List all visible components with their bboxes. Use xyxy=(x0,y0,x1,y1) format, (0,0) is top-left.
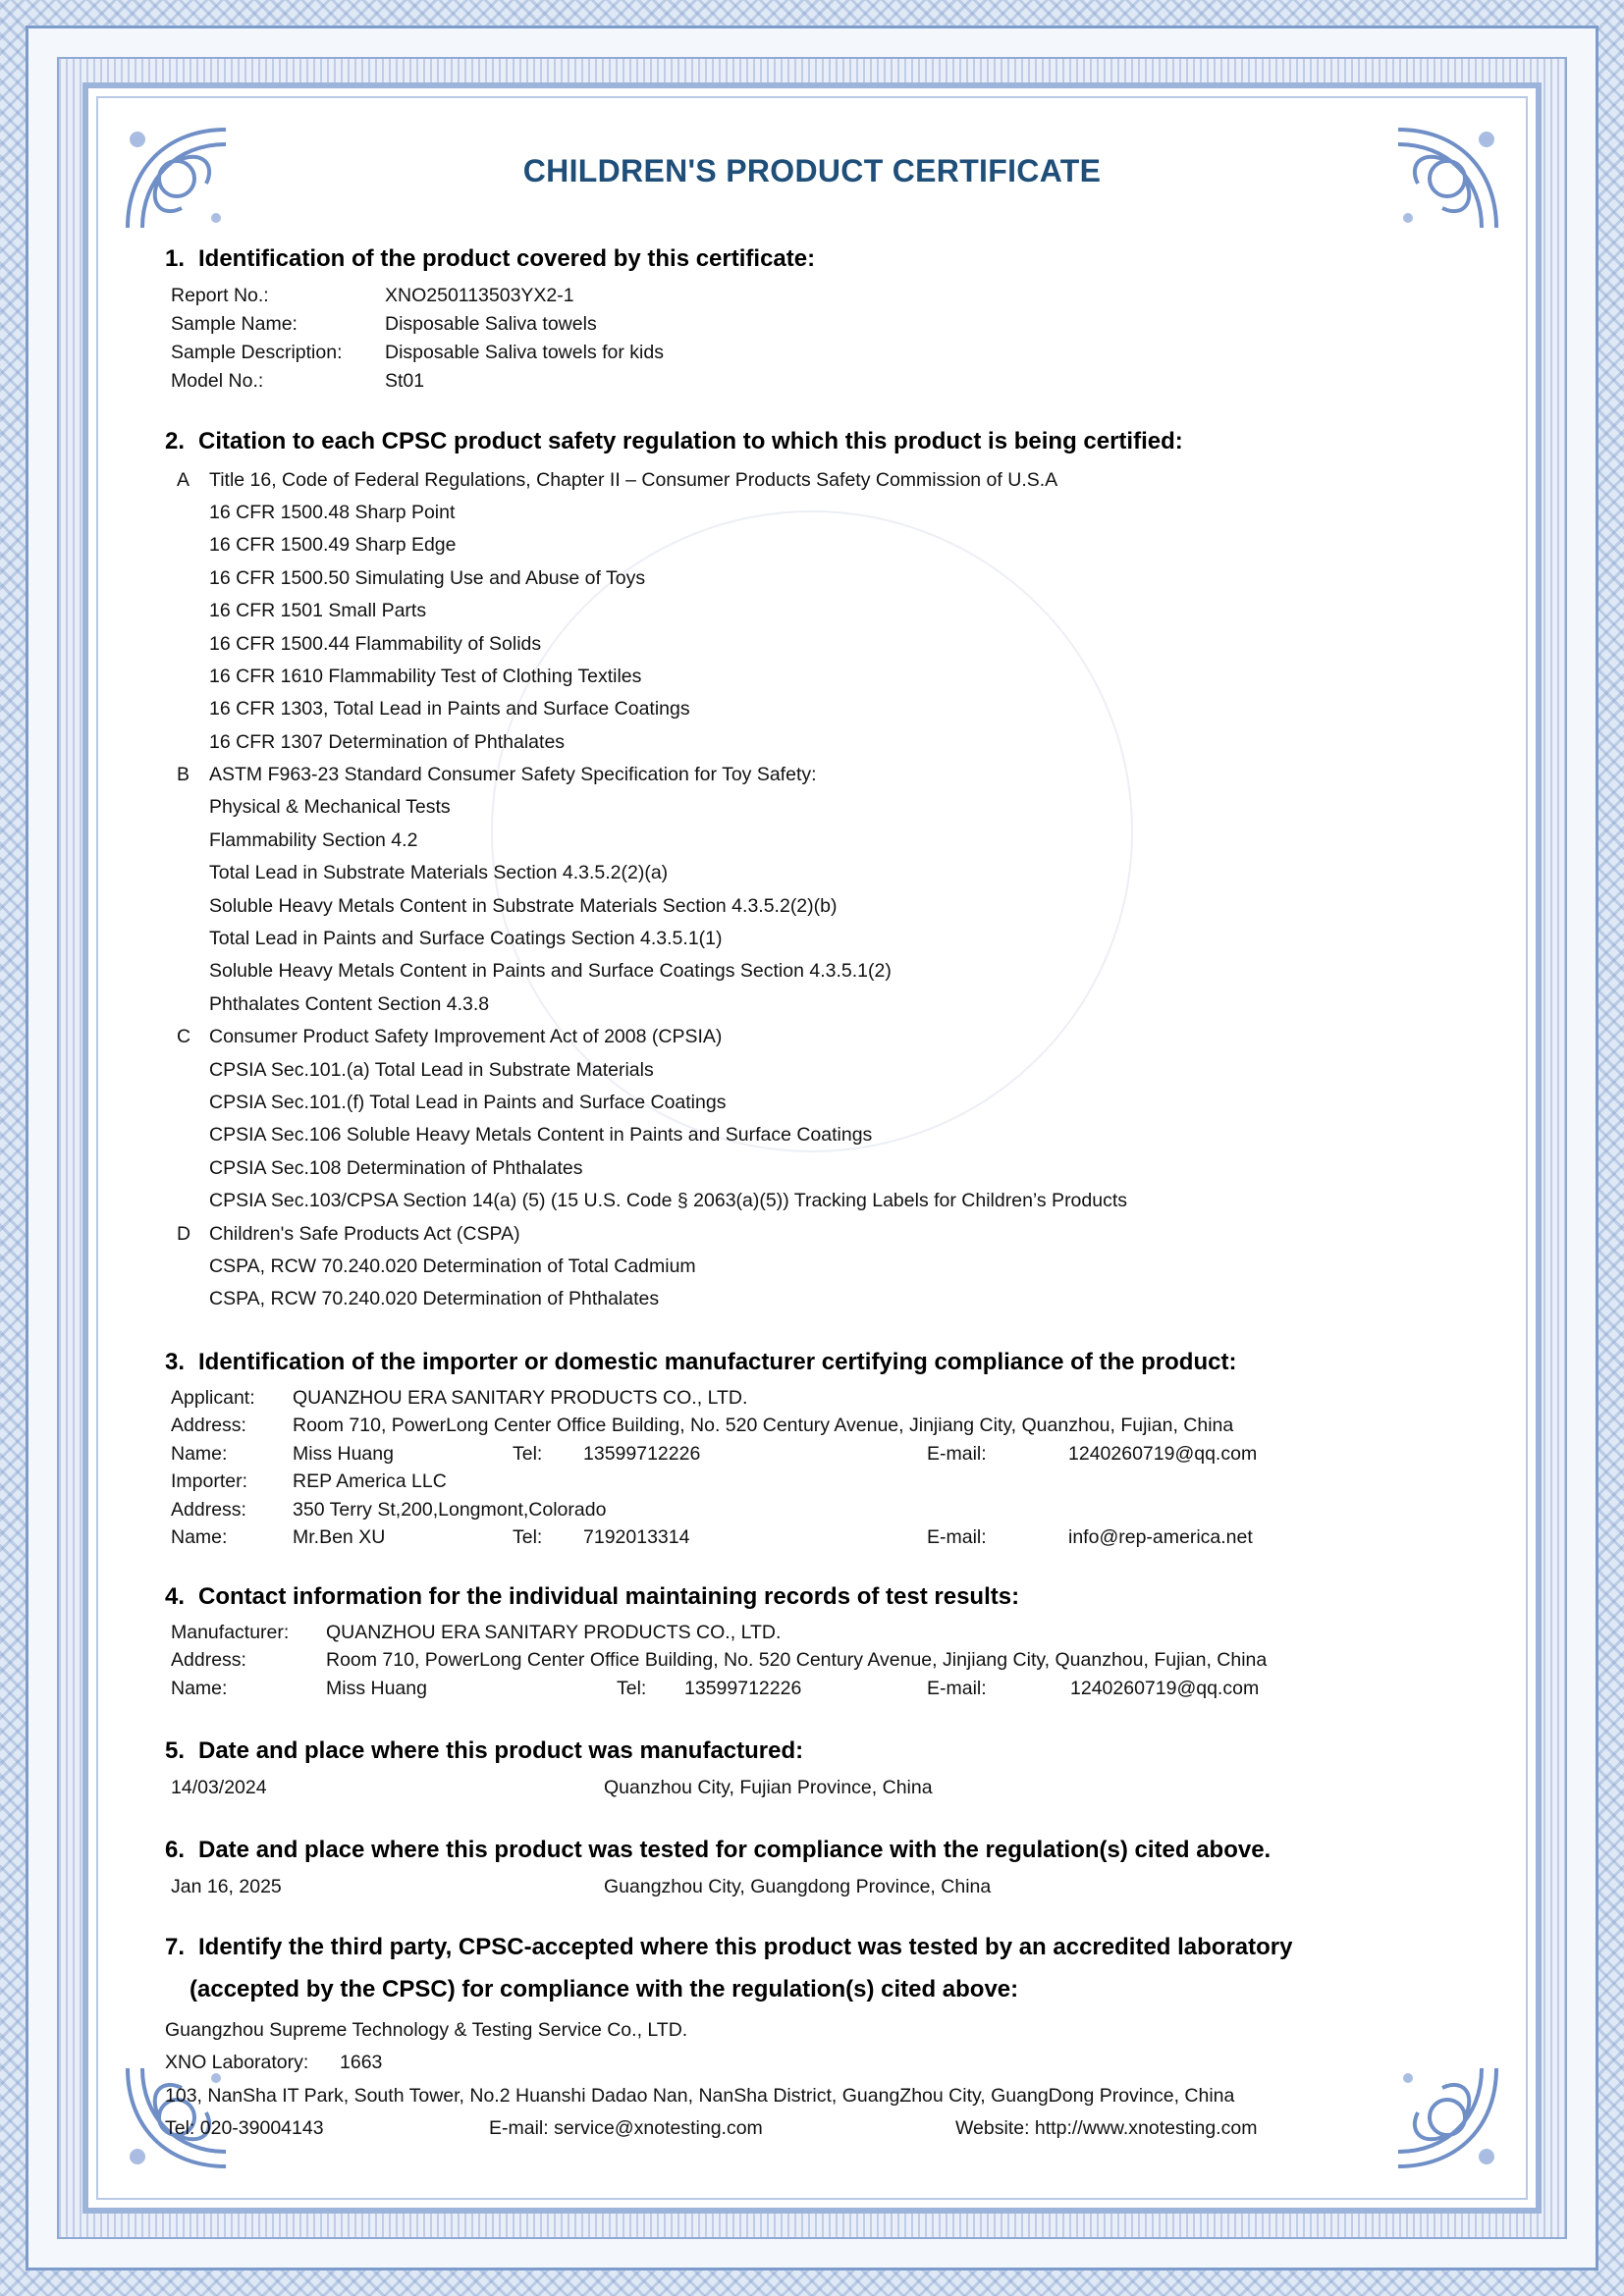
section-1-heading xyxy=(165,245,815,273)
lab-email: E-mail: service@xnotesting.com xyxy=(489,2117,763,2139)
field-label: Sample Name: xyxy=(171,313,298,335)
contact-email: 1240260719@qq.com xyxy=(1070,1678,1260,1699)
field-label: Tel: xyxy=(513,1526,543,1548)
citation-letter: C xyxy=(177,1026,191,1047)
section-number: 2. xyxy=(165,428,186,454)
lab-name: Guangzhou Supreme Technology & Testing Service Co., LTD. xyxy=(165,2019,688,2041)
certificate-title: CHILDREN'S PRODUCT CERTIFICATE xyxy=(522,153,1102,188)
citation-item: Soluble Heavy Metals Content in Paints and Surface Coatings Section 4.3.5.1(2) xyxy=(209,960,892,982)
field-label: Tel: xyxy=(617,1678,647,1699)
citation-item: CPSIA Sec.103/CPSA Section 14(a) (5) (15 U.S. Code § 2063(a)(5)) Tracking Labels for Children’s Products xyxy=(209,1190,1128,1211)
section-7-heading-line2: (accepted by the CPSC) for compliance with the regulation(s) cited above: xyxy=(189,1976,1019,2002)
citation-item: Physical & Mechanical Tests xyxy=(209,796,451,818)
citation-item: 16 CFR 1610 Flammability Test of Clothing Textiles xyxy=(209,666,642,687)
applicant-address: Room 710, PowerLong Center Office Building, No. 520 Century Avenue, Jinjiang City, Quanzhou, Fujian, China xyxy=(293,1415,1234,1436)
citation-item: 16 CFR 1307 Determination of Phthalates xyxy=(209,731,566,753)
section-number: 3. xyxy=(165,1349,186,1375)
importer-address: 350 Terry St,200,Longmont,Colorado xyxy=(293,1499,607,1521)
manufacture-place: Quanzhou City, Fujian Province, China xyxy=(604,1777,933,1798)
citation-item: Total Lead in Paints and Surface Coatings Section 4.3.5.1(1) xyxy=(209,928,723,949)
citation-item: CPSIA Sec.108 Determination of Phthalates xyxy=(209,1157,583,1179)
citation-item: CPSIA Sec.101.(f) Total Lead in Paints and Surface Coatings xyxy=(209,1092,727,1113)
section-number: 1. xyxy=(165,245,186,272)
section-number: 5. xyxy=(165,1737,186,1764)
field-label: Report No.: xyxy=(171,285,269,306)
section-6-heading xyxy=(165,1837,1271,1864)
citation-item: CPSIA Sec.101.(a) Total Lead in Substrate Materials xyxy=(209,1059,654,1081)
section-title: Date and place where this product was tested for compliance with the regulation(s) cited above. xyxy=(198,1837,1272,1863)
citation-item: Total Lead in Substrate Materials Section 4.3.5.2(2)(a) xyxy=(209,862,669,883)
section-title: Identification of the importer or domestic manufacturer certifying compliance of the product: xyxy=(198,1349,1237,1375)
citation-item: CPSIA Sec.106 Soluble Heavy Metals Content in Paints and Surface Coatings xyxy=(209,1124,873,1146)
citation-item: 16 CFR 1500.49 Sharp Edge xyxy=(209,534,457,556)
contact-tel: 13599712226 xyxy=(583,1443,701,1465)
citation-group-title: Title 16, Code of Federal Regulations, Chapter II – Consumer Products Safety Commission of U.S.A xyxy=(209,469,1058,491)
citation-item: CSPA, RCW 70.240.020 Determination of Total Cadmium xyxy=(209,1255,696,1277)
test-date: Jan 16, 2025 xyxy=(171,1876,282,1897)
contact-tel: 13599712226 xyxy=(684,1678,802,1699)
section-number: 4. xyxy=(165,1583,186,1610)
field-label: Name: xyxy=(171,1443,228,1465)
field-label: Importer: xyxy=(171,1470,248,1492)
section-4-heading xyxy=(165,1583,1019,1611)
field-label: Address: xyxy=(171,1649,246,1671)
contact-name: Miss Huang xyxy=(326,1678,427,1699)
citation-item: CSPA, RCW 70.240.020 Determination of Phthalates xyxy=(209,1288,660,1309)
field-label: Manufacturer: xyxy=(171,1622,290,1643)
section-number: 6. xyxy=(165,1837,186,1863)
section-title: Contact information for the individual maintaining records of test results: xyxy=(198,1583,1020,1610)
section-5-heading xyxy=(165,1737,803,1765)
field-label: E-mail: xyxy=(927,1443,987,1465)
citation-letter: B xyxy=(177,764,190,785)
section-title: Identify the third party, CPSC-accepted where this product was tested by an accredited laboratory xyxy=(198,1934,1293,1960)
citation-item: Phthalates Content Section 4.3.8 xyxy=(209,993,490,1015)
field-label: Address: xyxy=(171,1415,246,1436)
section-2-heading xyxy=(165,428,1183,455)
section-title: Identification of the product covered by this certificate: xyxy=(198,245,816,272)
contact-name: Mr.Ben XU xyxy=(293,1526,386,1548)
applicant-name: QUANZHOU ERA SANITARY PRODUCTS CO., LTD. xyxy=(293,1387,748,1409)
lab-address: 103, NanSha IT Park, South Tower, No.2 Huanshi Dadao Nan, NanSha District, GuangZhou City, GuangDong Province, China xyxy=(165,2085,1235,2107)
citation-group-title: Children's Safe Products Act (CSPA) xyxy=(209,1223,520,1245)
lab-website: Website: http://www.xnotesting.com xyxy=(955,2117,1258,2139)
field-label: Name: xyxy=(171,1678,228,1699)
field-label: Model No.: xyxy=(171,370,264,392)
sample-name: Disposable Saliva towels xyxy=(385,313,597,335)
field-label: E-mail: xyxy=(927,1678,987,1699)
test-place: Guangzhou City, Guangdong Province, China xyxy=(604,1876,992,1897)
contact-tel: 7192013314 xyxy=(583,1526,690,1548)
citation-group-title: Consumer Product Safety Improvement Act of 2008 (CPSIA) xyxy=(209,1026,723,1047)
section-title: Citation to each CPSC product safety regulation to which this product is being certified: xyxy=(198,428,1183,454)
contact-email: info@rep-america.net xyxy=(1068,1526,1253,1548)
field-label: Sample Description: xyxy=(171,342,343,363)
section-number: 7. xyxy=(165,1934,186,1960)
section-3-heading xyxy=(165,1349,1236,1376)
citation-item: 16 CFR 1500.44 Flammability of Solids xyxy=(209,633,542,655)
contact-name: Miss Huang xyxy=(293,1443,394,1465)
citation-letter: D xyxy=(177,1223,191,1245)
manufacture-date: 14/03/2024 xyxy=(171,1777,267,1798)
citation-item: Soluble Heavy Metals Content in Substrate Materials Section 4.3.5.2(2)(b) xyxy=(209,895,838,917)
model-number: St01 xyxy=(385,370,425,392)
citation-item: 16 CFR 1303, Total Lead in Paints and Surface Coatings xyxy=(209,698,690,720)
field-label: Address: xyxy=(171,1499,246,1521)
citation-item: 16 CFR 1500.50 Simulating Use and Abuse of Toys xyxy=(209,567,646,589)
citation-letter: A xyxy=(177,469,190,491)
lab-id: 1663 xyxy=(340,2052,383,2073)
section-title: Date and place where this product was manufactured: xyxy=(198,1737,804,1764)
citation-item: 16 CFR 1500.48 Sharp Point xyxy=(209,502,456,523)
manufacturer-name: QUANZHOU ERA SANITARY PRODUCTS CO., LTD. xyxy=(326,1622,782,1643)
report-number: XNO250113503YX2-1 xyxy=(385,285,574,306)
citation-item: Flammability Section 4.2 xyxy=(209,829,418,851)
importer-name: REP America LLC xyxy=(293,1470,447,1492)
section-7-heading xyxy=(165,1934,1292,1961)
field-label: Applicant: xyxy=(171,1387,255,1409)
sample-description: Disposable Saliva towels for kids xyxy=(385,342,664,363)
citation-item: 16 CFR 1501 Small Parts xyxy=(209,600,427,621)
field-label: Name: xyxy=(171,1526,228,1548)
lab-tel: Tel: 020-39004143 xyxy=(165,2117,324,2139)
citation-group-title: ASTM F963-23 Standard Consumer Safety Specification for Toy Safety: xyxy=(209,764,817,785)
field-label: Tel: xyxy=(513,1443,543,1465)
field-label: XNO Laboratory: xyxy=(165,2052,309,2073)
contact-email: 1240260719@qq.com xyxy=(1068,1443,1258,1465)
manufacturer-address: Room 710, PowerLong Center Office Building, No. 520 Century Avenue, Jinjiang City, Quanzhou, Fujian, China xyxy=(326,1649,1268,1671)
field-label: E-mail: xyxy=(927,1526,987,1548)
